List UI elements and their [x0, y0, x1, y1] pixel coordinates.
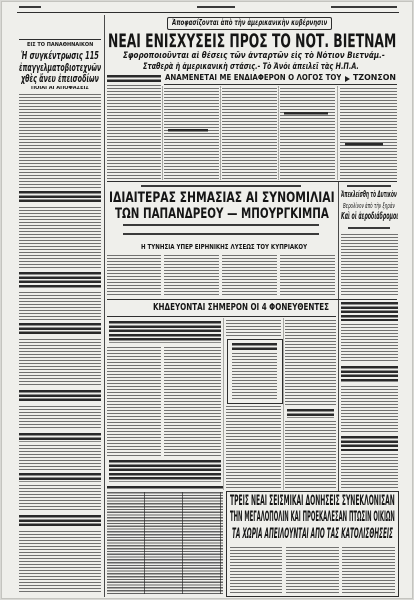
body-text-block: [280, 88, 335, 180]
illegible-kicker: [347, 185, 391, 188]
body-text-block: [341, 324, 398, 362]
talks-headline-line-2: [115, 206, 329, 223]
earthquake-headline-text: ΤΡΕΙΣ ΝΕΑΙ ΣΕΙΣΜΙΚΑΙ ΔΟΝΗΣΕΙΣ ΣΥΝΕΚΛΟΝΙΣΑΝ: [230, 493, 395, 509]
left-deck: [31, 86, 89, 92]
section-rule: [107, 299, 397, 300]
left-kicker-text: ΕΙΣ ΤΟ ΠΑΝΑΘΗΝΑΙΚΟΝ: [27, 42, 93, 48]
body-text-block: [230, 547, 282, 593]
body-text-block: [19, 207, 101, 268]
berlin-headline-line-2: [343, 202, 395, 210]
lead-banner-name-text: ΤΖΟΝΣΟΝ: [353, 74, 396, 82]
talks-subhead-text: Η ΤΥΝΗΣΙΑ ΥΠΕΡ ΕΙΡΗΝΙΚΗΣ ΛΥΣΕΩΣ ΤΟΥ ΚΥΠΡΙΑΚΟΥ: [141, 243, 307, 251]
lead-kicker-text: Ἀποφασίζονται ἀπὸ τὴν ἀμερικανικὴν κυβέρνησιν: [172, 18, 327, 27]
body-text-block: [341, 234, 398, 297]
berlin-headline-text: Καὶ οἱ ἀεροδιάδρομοι: [341, 211, 398, 222]
issue-date-line: [331, 6, 397, 9]
body-text-block: [19, 292, 101, 320]
left-deck-text: ΠΟΙΑΙ ΑΙ ΑΠΟΦΑΣΕΙΣ: [31, 86, 89, 91]
header-rule: [17, 12, 399, 13]
body-text-block: [340, 88, 397, 180]
body-text-block: [19, 406, 101, 430]
lead-headline: [108, 30, 396, 52]
illegible-headline: [19, 473, 101, 482]
illegible-headline: [109, 460, 221, 482]
table-header: [107, 486, 223, 490]
earthquake-headline-line-1: [230, 493, 395, 510]
body-text-block: [19, 445, 101, 470]
earthquake-headline-text: ΤΗΝ ΜΕΓΑΛΟΠΟΛΙΝ ΚΑΙ ΠΡΟΕΚΑΛΕΣΑΝ ΠΤΩΣΙΝ ΟΙΚΙΩΝ: [230, 509, 395, 525]
lead-deck-line-2: [143, 62, 359, 73]
body-text-block: [164, 347, 221, 456]
numeric-table: [107, 492, 223, 594]
body-text-block: [222, 255, 277, 297]
newspaper-name-line: [197, 6, 235, 9]
body-text-block: [341, 386, 398, 432]
body-text-block: [285, 320, 336, 406]
berlin-headline-text: Ἀπεκλείσθη τὸ Δυτικὸν: [341, 190, 397, 200]
lead-deck-line-1: [123, 51, 385, 62]
body-text-block: [226, 320, 281, 336]
illegible-headline: [19, 323, 101, 336]
lead-headline-text: ΝΕΑΙ ΕΝΙΣΧΥΣΕΙΣ ΠΡΟΣ ΤΟ ΝΟΤ. ΒΙΕΤΝΑΜ: [108, 30, 396, 52]
left-column-top-rule: [19, 39, 101, 40]
body-text-block: [107, 255, 161, 297]
lead-banner-text: ΑΝΑΜΕΝΕΤΑΙ ΜΕ ΕΝΔΙΑΦΕΡΟΝ Ο ΛΟΓΟΣ ΤΟΥ: [165, 74, 341, 82]
illegible-headline: [19, 390, 101, 403]
funeral-rule: [107, 316, 336, 317]
lead-kicker: [172, 18, 327, 27]
illegible-headline: [107, 75, 161, 82]
funeral-headline-text: ΚΗΔΕΥΟΝΤΑΙ ΣΗΜΕΡΟΝ ΟΙ 4 ΦΟΝΕΥΘΕΝΤΕΣ: [153, 302, 329, 313]
body-text-block: [341, 454, 398, 489]
column-rule: [337, 86, 338, 180]
illegible-headline: [19, 191, 101, 204]
illegible-kicker: [348, 227, 390, 230]
illegible-deck: [123, 224, 319, 227]
earthquake-headline-text: ΤΑ ΧΩΡΙΑ ΑΠΕΙΛΟΥΝΤΑΙ ΑΠΟ ΤΑΣ ΚΑΤΟΛΙΣΘΗΣΕΙΣ: [232, 526, 393, 542]
lead-deck-text: Σταθερὰ ἡ ἀμερικανικὴ στάσις.- Τὸ Ἀνόι ἀπειλεῖ τὰς Η.Π.Α.: [143, 62, 359, 72]
talks-headline-text: ΙΔΙΑΙΤΕΡΑΣ ΣΗΜΑΣΙΑΣ ΑΙ ΣΥΝΟΜΙΛΙΑΙ: [109, 190, 335, 206]
talks-headline-line-1: [109, 190, 335, 207]
illegible-headline: [19, 433, 101, 442]
body-text-block: [222, 88, 277, 180]
illegible-headline: [341, 366, 398, 383]
illegible-deck: [123, 233, 319, 236]
column-rule: [278, 86, 279, 180]
left-column-rule: [104, 15, 105, 597]
body-text-block: [226, 406, 281, 489]
illegible-headline: [341, 436, 398, 451]
left-headline-text: χθὲς ἄνευ ἐπεισοδίων: [21, 73, 99, 85]
body-text-block: [19, 485, 101, 512]
talks-subhead: [141, 243, 307, 251]
body-text-block: [342, 547, 395, 593]
left-headline-line-3: [21, 73, 99, 86]
illegible-headline: [19, 515, 101, 528]
page-number-line: [19, 6, 41, 9]
newspaper-page: [1, 1, 413, 599]
body-text-block: [19, 339, 101, 386]
illegible-headline: [232, 343, 277, 350]
illegible-subhead: [345, 143, 383, 146]
earthquake-headline-line-2: [230, 509, 395, 526]
earthquake-headline-line-3: [232, 526, 393, 543]
illegible-headline: [109, 321, 221, 343]
section-rule: [107, 181, 397, 182]
body-text-block: [107, 85, 161, 180]
berlin-headline-line-1: [341, 190, 397, 201]
illegible-headline: [341, 302, 398, 321]
body-text-block: [164, 255, 219, 297]
column-rule: [162, 86, 163, 180]
column-rule: [223, 318, 224, 490]
illegible-subhead: [168, 129, 208, 132]
illegible-subhead: [284, 112, 328, 115]
lead-banner-rule: [164, 84, 397, 85]
talks-headline-text: ΤΩΝ ΠΑΠΑΝΔΡΕΟΥ — ΜΠΟΥΡΓΚΙΜΠΑ: [115, 206, 329, 222]
illegible-headline: [287, 409, 334, 418]
lead-deck-text: Σφοροποιοῦνται αἱ θέσεις τῶν ἀνταρτῶν εἰς τὸ Νότιον Βιετνάμ.-: [123, 51, 385, 61]
left-headline-text: Ἡ συγκέντρωσις 115: [21, 50, 99, 62]
berlin-headline-text: Βερολίνον ἀπὸ τὴν ξηρὰν: [343, 202, 395, 210]
funeral-headline: [153, 302, 329, 314]
body-text-block: [19, 94, 101, 189]
lead-banner: [165, 74, 341, 83]
body-text-block: [286, 547, 339, 593]
body-text-block: [285, 421, 336, 489]
left-kicker: [27, 42, 93, 48]
illegible-kicker: [141, 185, 301, 188]
column-rule: [283, 318, 284, 490]
left-headline-text: ἐπαγγελματοβιοτεχνῶν: [19, 62, 101, 74]
lead-banner-name: [353, 74, 396, 83]
berlin-headline-line-3: [341, 211, 398, 223]
arrow-icon: [345, 76, 350, 82]
right-column-rule: [338, 182, 339, 492]
body-text-block: [164, 88, 219, 180]
body-text-block: [280, 255, 335, 297]
body-text-block: [107, 347, 161, 456]
illegible-headline: [19, 272, 101, 289]
body-text-block: [232, 353, 277, 399]
body-text-block: [19, 531, 101, 592]
column-rule: [220, 86, 221, 180]
